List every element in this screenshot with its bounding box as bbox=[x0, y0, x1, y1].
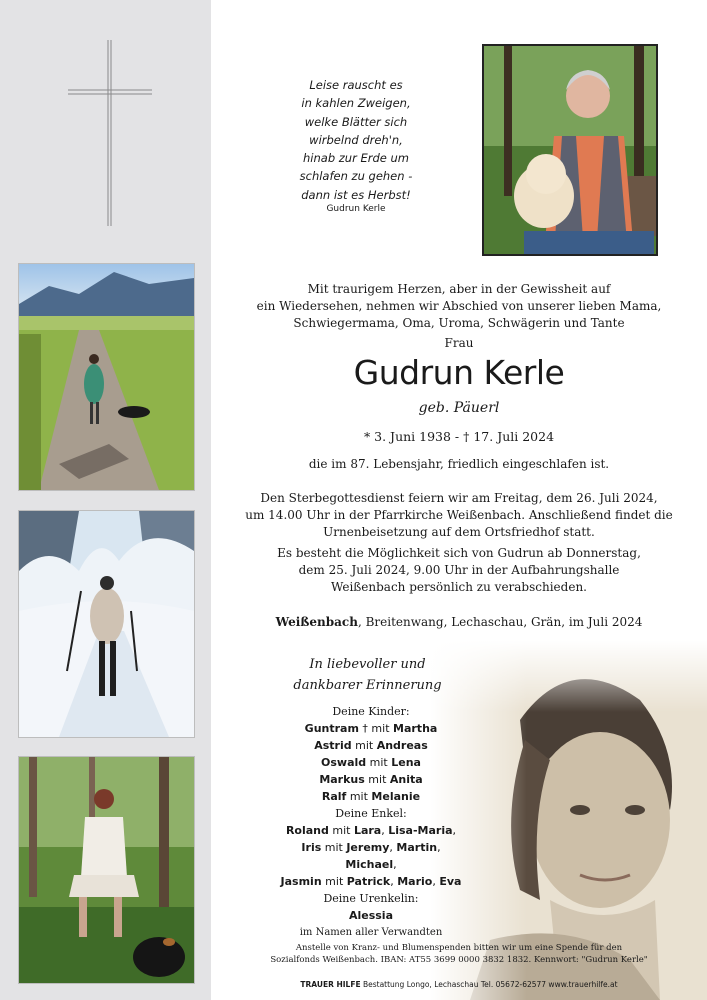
poem-line: wirbelnd dreh'n, bbox=[309, 132, 403, 147]
remembrance-line: In liebevoller und bbox=[309, 657, 426, 672]
intro-line: Mit traurigem Herzen, aber in der Gewissheit auf bbox=[307, 282, 611, 296]
family-name: Alessia bbox=[348, 909, 394, 922]
family-row bbox=[276, 873, 466, 890]
poem-line: Leise rauscht es bbox=[309, 78, 403, 92]
photo-snow-hike bbox=[18, 510, 195, 738]
family-closing: im Namen aller Verwandten bbox=[299, 927, 443, 938]
family-connector: mit bbox=[328, 824, 354, 837]
family-row bbox=[276, 720, 466, 737]
family-connector: , bbox=[432, 875, 440, 888]
family-name: Anita bbox=[389, 773, 423, 786]
viewing-text bbox=[211, 545, 707, 596]
cross-icon bbox=[68, 40, 152, 226]
donation-line: Anstelle von Kranz- und Blumenspenden bitten wir um eine Spende für den bbox=[295, 943, 623, 953]
family-name: Ralf bbox=[321, 790, 347, 803]
family-name: Martha bbox=[393, 722, 438, 735]
passed-text: die im 87. Lebensjahr, friedlich eingeschlafen ist. bbox=[308, 457, 610, 471]
family-name: Lena bbox=[391, 756, 421, 769]
family-name: Lisa-Maria bbox=[388, 824, 453, 837]
family-row bbox=[276, 788, 466, 805]
grandchildren-label: Deine Enkel: bbox=[335, 807, 407, 820]
places-rest: , Breitenwang, Lechaschau, Grän, im Juli 2024 bbox=[357, 615, 643, 629]
salutation: Frau bbox=[444, 336, 474, 350]
deceased-name: Gudrun Kerle bbox=[353, 353, 565, 392]
family-name: Roland bbox=[285, 824, 329, 837]
intro-text bbox=[211, 281, 707, 332]
family-row bbox=[276, 839, 466, 873]
service-text bbox=[211, 490, 707, 541]
footer-brand: TRAUER HILFE bbox=[300, 980, 361, 989]
family-connector: mit bbox=[351, 739, 377, 752]
great-grandchild-label: Deine Urenkelin: bbox=[323, 892, 419, 905]
family-connector: , bbox=[393, 858, 397, 871]
portrait-photo bbox=[482, 44, 658, 256]
intro-line: ein Wiedersehen, nehmen wir Abschied von unserer lieben Mama, bbox=[256, 299, 662, 313]
poem-line: hinab zur Erde um bbox=[303, 151, 409, 166]
family-connector: † mit bbox=[358, 722, 394, 735]
poem-line: dann ist es Herbst! bbox=[301, 187, 411, 202]
family-row bbox=[276, 771, 466, 788]
family-connector: , bbox=[390, 875, 398, 888]
family-name: Markus bbox=[319, 773, 365, 786]
family-name: Lara bbox=[353, 824, 382, 837]
family-name: Eva bbox=[439, 875, 462, 888]
poem-author: Gudrun Kerle bbox=[326, 204, 386, 214]
remembrance-line: dankbarer Erinnerung bbox=[293, 678, 442, 693]
photo-forest-rest bbox=[18, 756, 195, 984]
poem-line: welke Blätter sich bbox=[304, 114, 408, 129]
photo-walking-path bbox=[18, 263, 195, 491]
family-name: Jeremy bbox=[346, 841, 390, 854]
footer bbox=[211, 980, 707, 989]
family-connector: , bbox=[452, 824, 457, 837]
viewing-line: Es besteht die Möglichkeit sich von Gudrun ab Donnerstag, bbox=[277, 546, 641, 560]
poem-line: in kahlen Zweigen, bbox=[301, 96, 411, 111]
service-line: Den Sterbegottesdienst feiern wir am Freitag, dem 26. Juli 2024, bbox=[260, 491, 658, 505]
family-name: Jasmin bbox=[280, 875, 322, 888]
family-name: Oswald bbox=[321, 756, 367, 769]
intro-line: Schwiegermama, Oma, Uroma, Schwägerin und Tante bbox=[293, 316, 625, 330]
family-row bbox=[276, 754, 466, 771]
family-name: Mario bbox=[397, 875, 433, 888]
service-line: um 14.00 Uhr in der Pfarrkirche Weißenbach. Anschließend findet die bbox=[245, 508, 673, 522]
places-bold: Weißenbach bbox=[275, 615, 358, 629]
family-name: Martin bbox=[396, 841, 438, 854]
family-connector: mit bbox=[321, 841, 347, 854]
family-name: Astrid bbox=[314, 739, 352, 752]
family-name: Guntram bbox=[304, 722, 359, 735]
family-connector: mit bbox=[366, 756, 392, 769]
family-row bbox=[276, 822, 466, 839]
viewing-line: Weißenbach persönlich zu verabschieden. bbox=[330, 580, 587, 594]
places-line bbox=[211, 614, 707, 631]
maiden-name: geb. Päuerl bbox=[418, 400, 500, 416]
donation-note bbox=[211, 942, 707, 966]
service-line: Urnenbeisetzung auf dem Ortsfriedhof statt. bbox=[323, 525, 595, 539]
family-connector: mit bbox=[346, 790, 372, 803]
life-dates: * 3. Juni 1938 - † 17. Juli 2024 bbox=[363, 429, 555, 444]
family-name: Iris bbox=[301, 841, 322, 854]
family-row bbox=[276, 907, 466, 924]
children-label: Deine Kinder: bbox=[332, 705, 410, 718]
family-name: Michael bbox=[345, 858, 394, 871]
family-name: Andreas bbox=[376, 739, 428, 752]
viewing-line: dem 25. Juli 2024, 9.00 Uhr in der Aufbahrungshalle bbox=[298, 563, 620, 577]
donation-line: Sozialfonds Weißenbach. IBAN: AT55 3699 0000 3832 1832. Kennwort: "Gudrun Kerle" bbox=[270, 955, 648, 965]
family-list bbox=[276, 703, 466, 941]
family-row bbox=[276, 737, 466, 754]
family-name: Melanie bbox=[371, 790, 421, 803]
poem bbox=[270, 76, 442, 204]
family-connector: , bbox=[389, 841, 397, 854]
poem-line: schlafen zu gehen - bbox=[299, 169, 413, 184]
remembrance bbox=[270, 654, 465, 696]
family-connector: mit bbox=[364, 773, 390, 786]
family-connector: , bbox=[381, 824, 389, 837]
family-name: Patrick bbox=[346, 875, 391, 888]
family-connector: , bbox=[437, 841, 441, 854]
family-connector: mit bbox=[321, 875, 347, 888]
footer-text: Bestattung Longo, Lechaschau Tel. 05672-62577 www.trauerhilfe.at bbox=[360, 980, 618, 989]
